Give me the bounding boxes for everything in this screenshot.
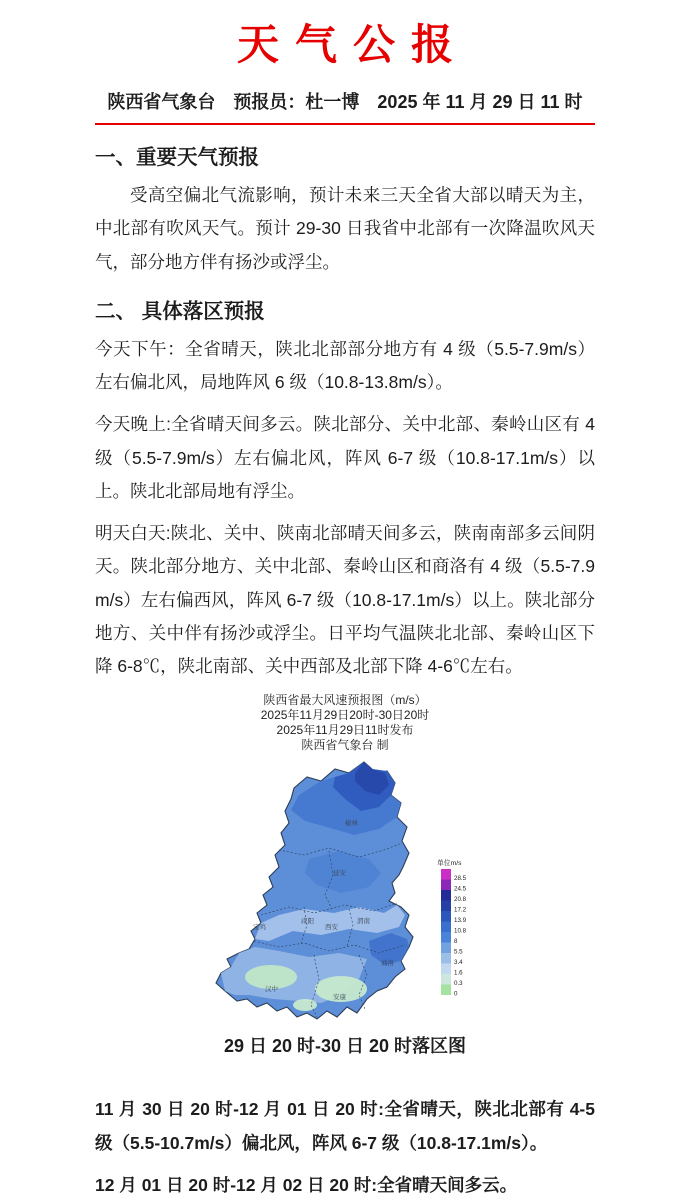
byline: 陕西省气象台 预报员：杜一博 2025 年 11 月 29 日 11 时 [95,88,595,125]
forecast-tonight: 今天晚上:全省晴天间多云。陕北部分、关中北部、秦岭山区有 4 级（5.5-7.9m/s）左右偏北风，阵风 6-7 级（10.8-17.1m/s）以上。陕北北部局地有浮尘。 [95,414,595,501]
legend-colorbar [437,858,467,998]
legend-value-8: 3.4 [454,959,463,967]
map-title-line1: 陕西省最大风速预报图（m/s） [263,693,427,708]
forecast-dec01-dec02: 12 月 01 日 20 时-12 月 02 日 20 时:全省晴天间多云。 [95,1174,518,1195]
city-label-hanzhong: 汉中 [265,986,278,994]
map-title-line4: 陕西省气象台 制 [301,738,389,753]
shaanxi-wind-map [205,755,485,1023]
city-label-xian: 西安 [325,924,338,932]
legend-value-11: 0 [454,990,458,998]
legend-value-10: 0.3 [454,980,463,988]
legend-swatch-5 [441,922,451,933]
section1-paragraph: 受高空偏北气流影响，预计未来三天全省大部以晴天为主，中北部有吹风天气。预计 29-30 日我省中北部有一次降温吹风天气，部分地方伴有扬沙或浮尘。 [95,185,595,272]
legend-swatch-2 [441,890,451,901]
map-caption: 29 日 20 时-30 日 20 时落区图 [223,1036,467,1057]
section-gap [95,1058,595,1084]
legend-value-7: 5.5 [454,948,463,956]
section1-heading: 一、重要天气预报 [95,146,259,169]
page-title: 天气公报 [236,23,469,69]
city-label-yanan: 延安 [333,870,346,878]
map-title-block [95,693,595,753]
legend-swatch-4 [441,911,451,922]
legend-value-1: 24.5 [454,885,467,893]
city-label-shangluo: 商洛 [381,960,394,968]
legend-value-9: 1.6 [454,969,463,977]
forecast-today-afternoon: 今天下午：全省晴天，陕北北部部分地方有 4 级（5.5-7.9m/s）左右偏北风，局地阵风 6 级（10.8-13.8m/s）。 [95,338,595,392]
city-label-baoji: 宝鸡 [253,924,266,932]
city-label-ankang: 安康 [333,994,346,1002]
city-label-yulin: 榆林 [345,820,358,828]
section2-heading: 二、 具体落区预报 [95,299,265,323]
legend-value-0: 28.5 [454,875,467,883]
legend-swatch-0 [441,869,451,880]
legend-swatch-8 [441,953,451,964]
legend-swatch-7 [441,943,451,954]
wind-map-figure [95,693,595,1058]
legend-swatch-9 [441,964,451,975]
legend-value-4: 13.9 [454,917,467,925]
city-label-xianyang: 咸阳 [301,918,314,926]
map-title-line3: 2025年11月29日11时发布 [276,723,414,738]
legend-value-6: 8 [454,938,458,946]
legend-value-2: 20.8 [454,896,467,904]
legend-swatch-11 [441,985,451,996]
legend-unit-label: 单位m/s [437,860,462,868]
city-label-weinan: 渭南 [357,918,370,926]
legend-value-5: 10.8 [454,927,467,935]
legend-swatch-3 [441,901,451,912]
legend-swatch-10 [441,974,451,985]
legend-swatch-1 [441,880,451,891]
forecast-nov30-dec01: 11 月 30 日 20 时-12 月 01 日 20 时:全省晴天，陕北北部有 4-5 级（5.5-10.7m/s）偏北风，阵风 6-7 级（10.8-17.1m/s）。 [95,1099,595,1153]
legend-swatch-6 [441,932,451,943]
legend-value-3: 17.2 [454,906,467,914]
forecast-tomorrow-day: 明天白天:陕北、关中、陕南北部晴天间多云，陕南南部多云间阴天。陕北部分地方、关中北部、秦岭山区和商洛有 4 级（5.5-7.9m/s）左右偏西风，阵风 6-7 级（10.8-17.1m/s）以上。陕北部分地方、关中伴有扬沙或浮尘。日平均气温陕北北部、秦岭山区下降 6-8℃，陕北南部、关中西部及北部下降 4-6℃左右。 [95,523,595,676]
map-title-line2: 2025年11月29日20时-30日20时 [260,708,430,723]
